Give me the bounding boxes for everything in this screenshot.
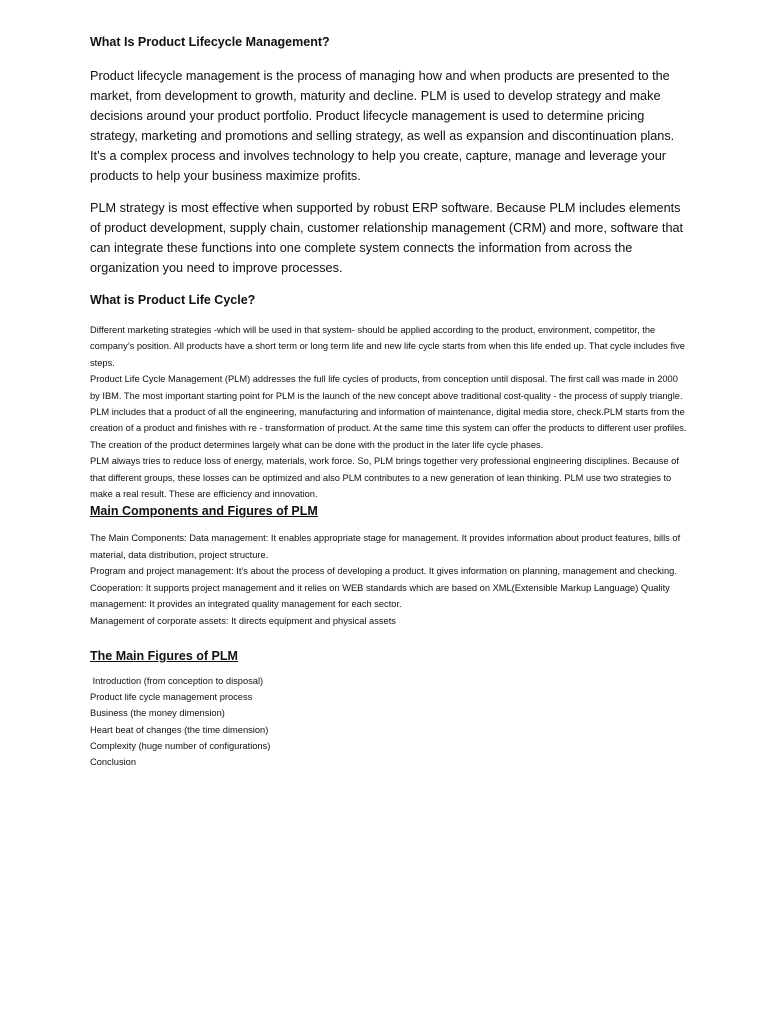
- components-paragraph: The Main Components: Data management: It enables appropriate stage for management. It provides information about product features, bills of material, data distribution, project structure.: [90, 533, 681, 560]
- document-page: [90, 32, 690, 770]
- heading-main-components: Main Components and Figures of PLM: [90, 504, 318, 519]
- list-item: Introduction (from conception to disposal): [90, 675, 264, 686]
- heading-what-is-product-life-cycle: What is Product Life Cycle?: [90, 293, 256, 307]
- components-paragraph: Program and project management: It’s about the process of developing a product. It gives information on planning, management and checking. Cooperation: It supports project management and it relies on WEB standards which are based on XML(Extensible Markup Language) Quality management: It provides an integrated quality management for each sector.: [90, 566, 677, 610]
- components-text-block: [90, 530, 690, 628]
- list-item: Heart beat of changes (the time dimension): [90, 724, 269, 735]
- list-item: Complexity (huge number of configurations): [90, 740, 271, 751]
- lifecycle-paragraph: Product Life Cycle Management (PLM) addresses the full life cycles of products, from conception until disposal. The first call was made in 2000 by IBM. The most important starting point for PLM is the launch of the new concept above traditional cost-quality - the process of supply triangle.: [90, 374, 683, 401]
- heading-what-is-plm: What Is Product Lifecycle Management?: [90, 35, 330, 49]
- paragraph-plm-strategy: PLM strategy is most effective when supported by robust ERP software. Because PLM includes elements of product development, supply chain, customer relationship management (CRM) and more, software that can integrate these functions into one complete system connects the information from across the organization you need to improve processes.: [90, 201, 684, 275]
- lifecycle-paragraph: PLM always tries to reduce loss of energy, materials, work force. So, PLM brings together very professional engineering disciplines. Because of that different groups, these losses can be optimized and also PLM contributes to a new generation of lean thinking. PLM use two strategies to make a real result. These are efficiency and innovation.: [90, 456, 679, 500]
- lifecycle-paragraph: PLM includes that a product of all the engineering, manufacturing and information of maintenance, digital media store, check.PLM starts from the creation of a product and finishes with re - transformation of product. At the same time this system can offer the products to different user profiles. The creation of the product determines largely what can be done with the product in the later life cycle phases.: [90, 407, 687, 450]
- lifecycle-text-block: [90, 322, 690, 502]
- list-item: Business (the money dimension): [90, 708, 225, 719]
- lifecycle-paragraph: Different marketing strategies -which will be used in that system- should be applied according to the product, environment, competitor, the company’s position. All products have a short term or long term life and new life cycle starts from when this life ended up. That cycle includes five steps.: [90, 325, 685, 368]
- heading-main-figures: The Main Figures of PLM: [90, 648, 238, 663]
- list-item: Conclusion: [90, 756, 136, 767]
- list-item: Product life cycle management process: [90, 692, 253, 703]
- components-paragraph: Management of corporate assets: It directs equipment and physical assets: [90, 615, 396, 626]
- figures-list: [90, 673, 690, 770]
- paragraph-plm-definition: Product lifecycle management is the process of managing how and when products are presented to the market, from development to growth, maturity and decline. PLM is used to develop strategy and make decisions around your product portfolio. Product lifecycle management is used to determine pricing strategy, marketing and promotions and selling strategy, as well as expansion and discontinuation plans. It’s a complex process and involves technology to help you create, capture, manage and leverage your products to help your business maximize profits.: [90, 69, 675, 183]
